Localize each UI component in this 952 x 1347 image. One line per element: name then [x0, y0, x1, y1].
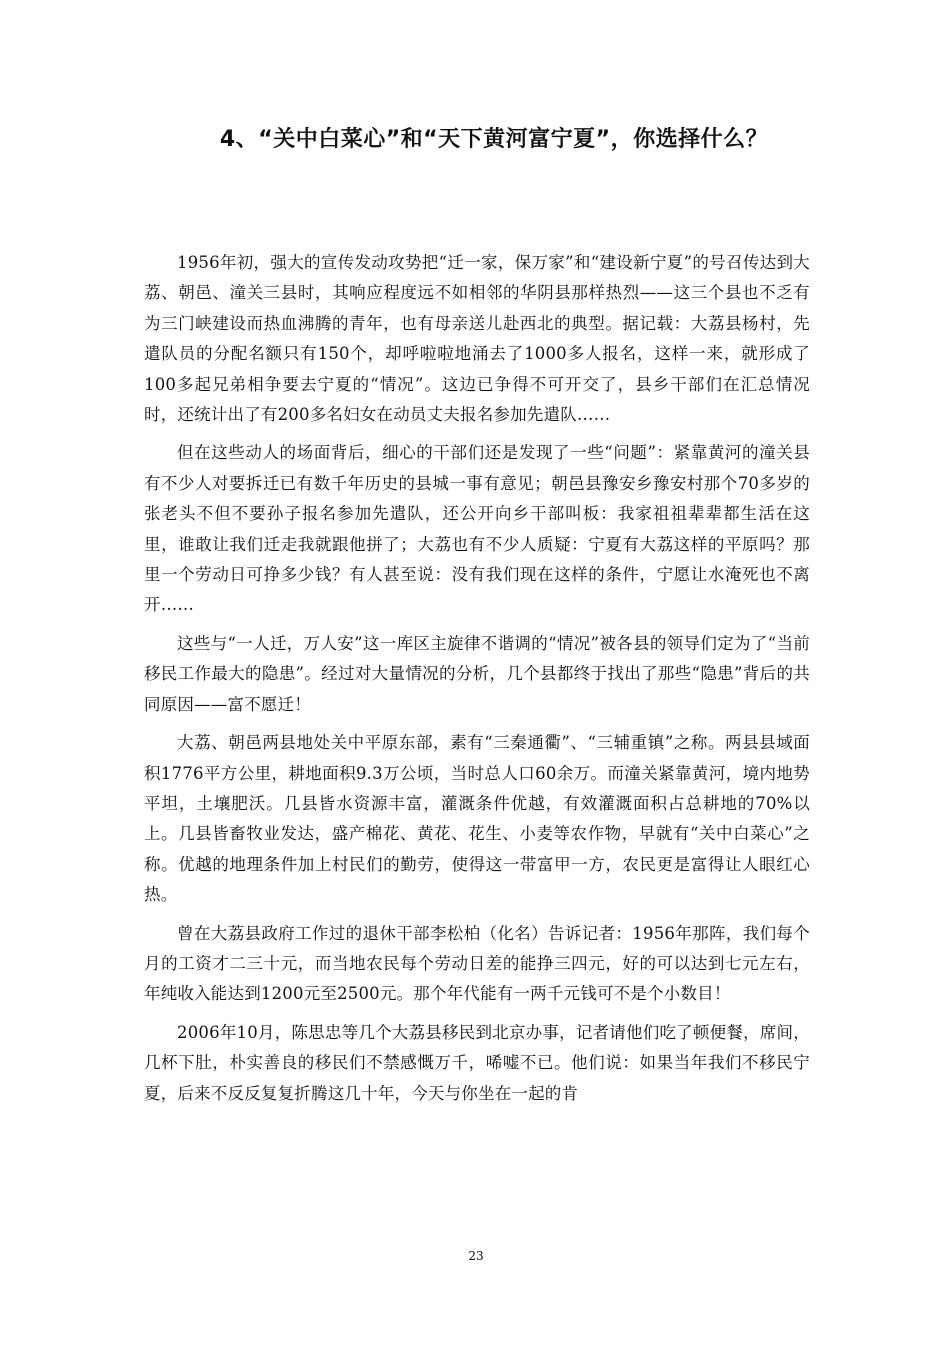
paragraph-3: 这些与“一人迁，万人安”这一库区主旋律不谐调的“情况”被各县的领导们定为了“当前移民工作最大的隐患”。经过对大量情况的分析，几个县都终于找出了那些“隐患”背后的共同原因——富不愿迁！ — [144, 633, 810, 714]
paragraph-1: 1956年初，强大的宣传发动攻势把“迁一家，保万家”和“建设新宁夏”的号召传达到大荔、朝邑、潼关三县时，其响应程度远不如相邻的华阴县那样热烈——这三个县也不乏有为三门峡建设而热血沸腾的青年，也有母亲送儿赴西北的典型。据记载：大荔县杨村，先遣队员的分配名额只有150个，却呼啦啦地涌去了1000多人报名，这样一来，就形成了100多起兄弟相争要去宁夏的“情况”。这边已争得不可开交了，县乡干部们在汇总情况时，还统计出了有200多名妇女在动员丈夫报名参加先遣队…… — [144, 253, 810, 425]
paragraph-2: 但在这些动人的场面背后，细心的干部们还是发现了一些“问题”：紧靠黄河的潼关县有不少人对要拆迁已有数千年历史的县城一事有意见；朝邑县豫安乡豫安村那个70多岁的张老头不但不要孙子报名参加先遣队，还公开向乡干部叫板：我家祖祖辈辈都生活在这里，谁敢让我们迁走我就跟他拼了；大荔也有不少人质疑：宁夏有大荔这样的平原吗？那里一个劳动日可挣多少钱？有人甚至说：没有我们现在这样的条件，宁愿让水淹死也不离开…… — [144, 443, 810, 615]
page-title: 4、“关中白菜心”和“天下黄河富宁夏”，你选择什么？ — [219, 127, 769, 152]
paragraph-5: 曾在大荔县政府工作过的退休干部李松柏（化名）告诉记者：1956年那阵，我们每个月的工资才二三十元，而当地农民每个劳动日差的能挣三四元，好的可以达到七元左右，年纯收入能达到1200元至2500元。那个年代能有一两千元钱可不是个小数目！ — [144, 923, 810, 1004]
page-number: 23 — [468, 1249, 484, 1263]
paragraph-4: 大荔、朝邑两县地处关中平原东部，素有“三秦通衢”、“三辅重镇”之称。两县县域面积1776平方公里，耕地面积9.3万公顷，当时总人口60余万。而潼关紧靠黄河，境内地势平坦，土壤肥沃。几县皆水资源丰富，灌溉条件优越，有效灌溉面积占总耕地的70%以上。几县皆畜牧业发达，盛产棉花、黄花、花生、小麦等农作物，早就有“关中白菜心”之称。优越的地理条件加上村民们的勤劳，使得这一带富甲一方，农民更是富得让人眼红心热。 — [144, 733, 810, 905]
paragraph-6: 2006年10月，陈思忠等几个大荔县移民到北京办事，记者请他们吃了顿便餐，席间，几杯下肚，朴实善良的移民们不禁感慨万千，唏嘘不已。他们说：如果当年我们不移民宁夏，后来不反反复复折腾这几十年，今天与你坐在一起的肯 — [144, 1022, 810, 1103]
article-body — [144, 248, 810, 1117]
